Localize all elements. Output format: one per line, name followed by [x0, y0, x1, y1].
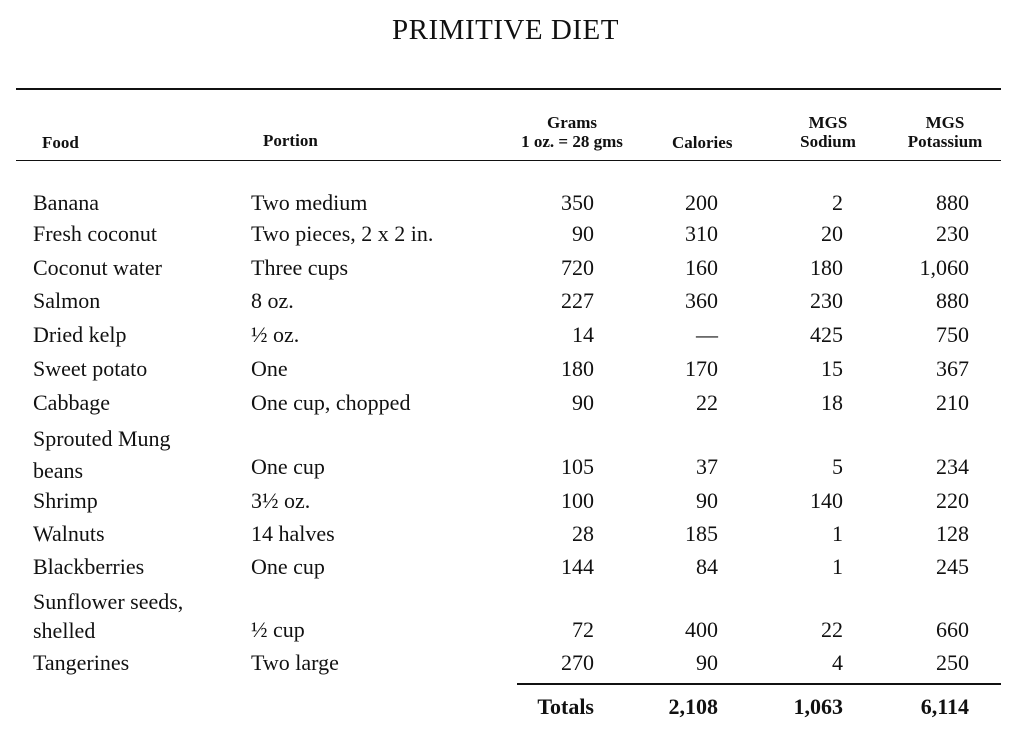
cell-food: Blackberries [33, 554, 145, 579]
cell-sodium: 2 [832, 190, 843, 215]
header-calories: Calories [672, 133, 733, 152]
cell-food-line2: beans [33, 458, 84, 483]
cell-portion: Three cups [251, 255, 349, 280]
header-grams-line2: 1 oz. = 28 gms [521, 132, 623, 151]
table-row [0, 519, 1011, 553]
cell-food-line1: Sunflower seeds, [33, 589, 184, 614]
cell-grams: 227 [561, 288, 594, 313]
cell-grams: 105 [561, 454, 594, 479]
cell-food-line1: Sprouted Mung [33, 426, 171, 451]
cell-calories: 84 [696, 554, 718, 579]
cell-food [33, 424, 171, 486]
header-sodium [780, 113, 876, 151]
cell-sodium: 4 [832, 650, 843, 675]
cell-calories: 90 [696, 650, 718, 675]
header-portion: Portion [263, 131, 318, 150]
cell-grams: 72 [572, 617, 594, 642]
table-row [0, 286, 1011, 320]
totals-calories: 2,108 [668, 694, 718, 719]
totals-row [0, 692, 1011, 726]
cell-portion: 3½ oz. [251, 488, 311, 513]
top-rule [16, 88, 1001, 90]
cell-calories: 400 [685, 617, 718, 642]
cell-calories: 200 [685, 190, 718, 215]
cell-portion: ½ oz. [251, 322, 300, 347]
cell-calories: 360 [685, 288, 718, 313]
cell-potassium: 128 [936, 521, 969, 546]
cell-food: Shrimp [33, 488, 98, 513]
cell-food: Walnuts [33, 521, 105, 546]
cell-calories: 185 [685, 521, 718, 546]
cell-portion: One cup [251, 454, 325, 479]
cell-portion: One cup [251, 554, 325, 579]
table-row [0, 219, 1011, 253]
cell-potassium: 367 [936, 356, 969, 381]
cell-food [33, 587, 183, 646]
cell-potassium: 250 [936, 650, 969, 675]
cell-food: Dried kelp [33, 322, 127, 347]
cell-grams: 28 [572, 521, 594, 546]
cell-potassium: 245 [936, 554, 969, 579]
table-row [0, 648, 1011, 682]
cell-portion: One cup, chopped [251, 390, 411, 415]
cell-calories: 160 [685, 255, 718, 280]
cell-sodium: 140 [810, 488, 843, 513]
cell-grams: 350 [561, 190, 594, 215]
header-potassium-line1: MGS [925, 113, 965, 132]
totals-label: Totals [537, 694, 594, 719]
cell-portion: Two medium [251, 190, 368, 215]
cell-calories: 310 [685, 221, 718, 246]
header-sodium-line2: Sodium [800, 132, 856, 151]
cell-sodium: 425 [810, 322, 843, 347]
totals-rule [517, 683, 1001, 685]
cell-portion: 8 oz. [251, 288, 294, 313]
header-food: Food [42, 133, 79, 152]
cell-portion: Two pieces, 2 x 2 in. [251, 221, 434, 246]
cell-grams: 14 [572, 322, 594, 347]
cell-grams: 90 [572, 221, 594, 246]
cell-food: Coconut water [33, 255, 162, 280]
cell-portion: One [251, 356, 288, 381]
table-row [0, 253, 1011, 287]
cell-food-line2: shelled [33, 618, 96, 643]
cell-food: Sweet potato [33, 356, 148, 381]
header-potassium-line2: Potassium [907, 132, 983, 151]
cell-calories: 90 [696, 488, 718, 513]
header-sodium-line1: MGS [808, 113, 848, 132]
cell-grams: 90 [572, 390, 594, 415]
cell-sodium: 180 [810, 255, 843, 280]
cell-food: Banana [33, 190, 99, 215]
cell-calories: 22 [696, 390, 718, 415]
header-potassium [893, 113, 997, 151]
cell-food: Fresh coconut [33, 221, 158, 246]
cell-potassium: 660 [936, 617, 969, 642]
cell-sodium: 1 [832, 554, 843, 579]
cell-sodium: 1 [832, 521, 843, 546]
cell-grams: 144 [561, 554, 594, 579]
cell-grams: 270 [561, 650, 594, 675]
table-row [0, 587, 1011, 651]
cell-sodium: 22 [821, 617, 843, 642]
cell-potassium: 880 [936, 288, 969, 313]
cell-grams: 720 [561, 255, 594, 280]
table-row [0, 552, 1011, 586]
cell-potassium: 750 [936, 322, 969, 347]
table-row [0, 354, 1011, 388]
cell-sodium: 230 [810, 288, 843, 313]
cell-potassium: 210 [936, 390, 969, 415]
header-grams-line1: Grams [546, 113, 598, 132]
cell-grams: 100 [561, 488, 594, 513]
table-row [0, 424, 1011, 488]
totals-sodium: 1,063 [793, 694, 843, 719]
cell-food: Cabbage [33, 390, 110, 415]
cell-food: Salmon [33, 288, 101, 313]
cell-sodium: 5 [832, 454, 843, 479]
table-row [0, 388, 1011, 422]
cell-potassium: 880 [936, 190, 969, 215]
cell-portion: Two large [251, 650, 339, 675]
cell-potassium: 1,060 [919, 255, 969, 280]
cell-sodium: 15 [821, 356, 843, 381]
cell-food: Tangerines [33, 650, 130, 675]
cell-sodium: 20 [821, 221, 843, 246]
cell-portion: 14 halves [251, 521, 335, 546]
header-grams [495, 113, 649, 151]
cell-calories: 170 [685, 356, 718, 381]
cell-potassium: 220 [936, 488, 969, 513]
cell-calories: 37 [696, 454, 718, 479]
cell-portion: ½ cup [251, 617, 305, 642]
cell-potassium: 234 [936, 454, 969, 479]
table-row [0, 486, 1011, 520]
table-row [0, 188, 1011, 222]
page-title: PRIMITIVE DIET [392, 14, 619, 46]
cell-calories: — [696, 322, 718, 347]
cell-grams: 180 [561, 356, 594, 381]
table-row [0, 320, 1011, 354]
header-rule [16, 160, 1001, 161]
totals-potassium: 6,114 [920, 694, 969, 719]
cell-sodium: 18 [821, 390, 843, 415]
cell-potassium: 230 [936, 221, 969, 246]
